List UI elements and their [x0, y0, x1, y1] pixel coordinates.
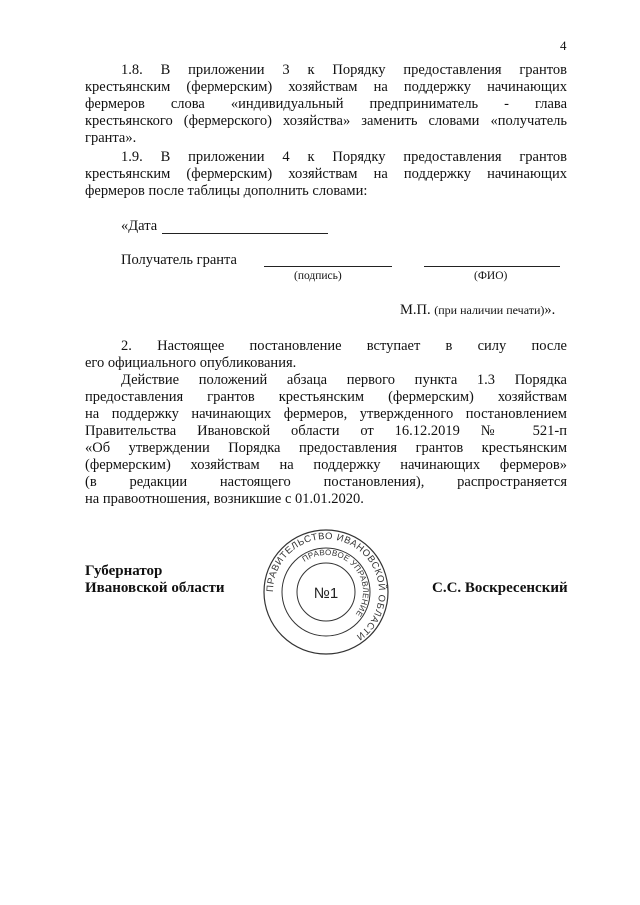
paragraph-1-8-line: 1.8. В приложении 3 к Порядку предоставления грантов — [121, 62, 567, 78]
signature-line — [264, 266, 392, 267]
paragraph-action-line: (в редакции настоящего постановления), распространяется — [85, 474, 567, 490]
paragraph-action-line: на правоотношения, возникшие с 01.01.2020. — [85, 491, 364, 507]
paragraph-2-line: его официального опубликования. — [85, 355, 297, 371]
paragraph-1-8-line: фермеров слова «индивидуальный предприниматель - глава — [85, 96, 567, 112]
date-line — [162, 233, 328, 234]
paragraph-action-line: на поддержку начинающих фермеров, утвержденного постановлением — [85, 406, 567, 422]
signer-region: Ивановской области — [85, 580, 225, 596]
paragraph-action-line: «Об утверждении Порядка предоставления грантов крестьянским — [85, 440, 567, 456]
signer-name: С.С. Воскресенский — [432, 580, 568, 596]
mp-label: М.П. — [400, 302, 431, 318]
date-label: «Дата — [121, 218, 158, 234]
paragraph-1-9-line: крестьянским (фермерским) хозяйствам на поддержку начинающих — [85, 166, 567, 182]
fio-line — [424, 266, 560, 267]
official-stamp — [261, 527, 391, 657]
paragraph-action-line: (фермерским) хозяйствам на поддержку начинающих фермеров» — [85, 457, 567, 473]
svg-text:ПРАВОВОЕ УПРАВЛЕНИЕ — [301, 548, 371, 619]
paragraph-2-line: 2. Настоящее постановление вступает в силу после — [121, 338, 567, 354]
paragraph-action-line: предоставления грантов крестьянским (фермерским) хозяйствам — [85, 389, 567, 405]
signer-position: Губернатор — [85, 563, 163, 579]
page-number: 4 — [560, 38, 567, 53]
stamp-outer-text: ПРАВИТЕЛЬСТВО ИВАНОВСКОЙ ОБЛАСТИ — [264, 530, 388, 643]
paragraph-1-8-line: крестьянского (фермерского) хозяйства» заменить словами «получатель — [85, 113, 567, 129]
stamp-number: №1 — [313, 585, 339, 602]
mp-line — [400, 302, 555, 319]
mp-note: (при наличии печати) — [434, 303, 545, 317]
paragraph-1-9-line: фермеров после таблицы дополнить словами: — [85, 183, 368, 199]
recipient-label: Получатель гранта — [121, 252, 237, 268]
mp-end: ». — [544, 302, 556, 318]
signature-caption: (подпись) — [294, 270, 342, 282]
paragraph-action-line: Правительства Ивановской области от 16.12.2019 № 521-п — [85, 423, 567, 439]
stamp-inner-text: ПРАВОВОЕ УПРАВЛЕНИЕ — [300, 547, 371, 619]
paragraph-1-8-line: крестьянским (фермерским) хозяйствам на поддержку начинающих — [85, 79, 567, 95]
paragraph-1-8-line: гранта». — [85, 130, 137, 146]
paragraph-1-9-line: 1.9. В приложении 4 к Порядку предоставления грантов — [121, 149, 567, 165]
paragraph-action-line: Действие положений абзаца первого пункта 1.3 Порядка — [121, 372, 567, 388]
fio-caption: (ФИО) — [474, 270, 508, 282]
